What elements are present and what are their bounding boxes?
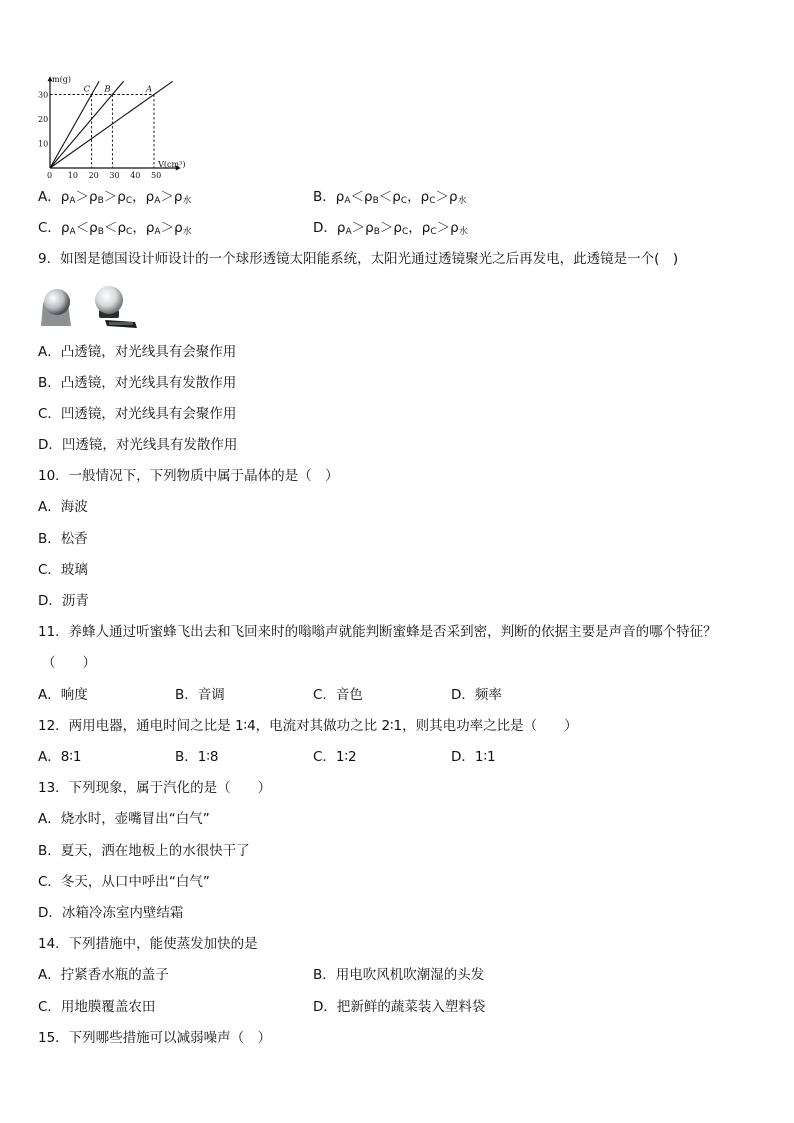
- option-text: ＜ρ: [75, 220, 98, 236]
- option-text: ＞ρ: [436, 220, 459, 236]
- y-tick-label: 30: [38, 90, 49, 100]
- q12-option-d: D．1∶1: [451, 749, 496, 765]
- x-tick-label: 40: [130, 171, 141, 180]
- q8-option-a: [38, 188, 191, 210]
- option-subscript: A: [154, 227, 161, 237]
- q12-option-b: B．1∶8: [175, 749, 219, 765]
- q11-option-a: A．响度: [38, 687, 88, 703]
- q14-option-c: C．用地膜覆盖农田: [38, 999, 156, 1015]
- option-text: ＞ρ: [75, 189, 98, 205]
- option-text: ，ρ: [132, 220, 155, 236]
- option-subscript: C: [126, 227, 133, 237]
- option-subscript: C: [429, 196, 436, 206]
- q9-option-b: B．凸透镜，对光线具有发散作用: [38, 375, 237, 391]
- option-subscript: C: [125, 196, 133, 206]
- x-axis-label: V(cm³): [158, 160, 186, 169]
- q14-option-b: B．用电吹风机吹潮湿的头发: [313, 967, 485, 983]
- option-letter: A．: [38, 189, 61, 205]
- option-text: ，ρ: [408, 220, 431, 236]
- option-subscript: A: [69, 196, 76, 206]
- q9-option-a: A．凸透镜，对光线具有会聚作用: [38, 344, 237, 360]
- option-text: ＞ρ: [351, 220, 374, 236]
- q8-option-b: [313, 188, 467, 210]
- option-text: ＞ρ: [435, 189, 458, 205]
- option-subscript: B: [97, 196, 104, 206]
- option-text: ＞ρ: [160, 189, 183, 205]
- q13-option-c: C．冬天，从口中呼出“白气”: [38, 874, 210, 890]
- q9-option-d: D．凹透镜，对光线具有发散作用: [38, 437, 238, 453]
- q12-option-a: A．8∶1: [38, 749, 82, 765]
- option-subscript: 水: [182, 196, 192, 206]
- q9-stem: 9．如图是德国设计师设计的一个球形透镜太阳能系统，太阳光通过透镜聚光之后再发电，此透镜是一个( ): [38, 251, 679, 267]
- x-tick-label: 20: [88, 171, 99, 180]
- option-subscript: A: [69, 227, 76, 237]
- q8-option-c: [38, 219, 192, 241]
- q15-stem: 15．下列哪些措施可以减弱噪声（ ）: [38, 1030, 272, 1046]
- option-letter: C．: [38, 220, 61, 236]
- q10-option-b: B．松香: [38, 531, 88, 547]
- series-label-b: B: [104, 84, 111, 95]
- option-subscript: B: [372, 196, 379, 206]
- q10-option-c: C．玻璃: [38, 562, 88, 578]
- q11-option-c: C．音色: [313, 687, 363, 703]
- q9-option-c: C．凹透镜，对光线具有会聚作用: [38, 406, 237, 422]
- option-text: ＞ρ: [103, 189, 126, 205]
- q14-stem: 14．下列措施中，能使蒸发加快的是: [38, 936, 258, 952]
- option-subscript: 水: [458, 227, 468, 237]
- q11-option-b: B．音调: [175, 687, 225, 703]
- x-tick-label: 50: [151, 171, 162, 180]
- x-tick-label: 0: [47, 171, 53, 180]
- option-subscript: B: [373, 227, 380, 237]
- option-text: ρ: [336, 220, 346, 236]
- series-label-a: A: [146, 84, 153, 95]
- option-subscript: C: [402, 227, 409, 237]
- option-text: ＜ρ: [350, 189, 373, 205]
- option-subscript: A: [344, 196, 351, 206]
- option-text: ＞ρ: [379, 220, 402, 236]
- y-axis-label: m(g): [52, 75, 71, 84]
- q13-option-d: D．冰箱冷冻室内壁结霜: [38, 905, 184, 921]
- option-letter: D．: [313, 220, 337, 236]
- option-text: ρ: [60, 220, 70, 236]
- q10-option-a: A．海波: [38, 499, 88, 515]
- option-letter: B．: [313, 189, 336, 205]
- q8-option-d: [313, 219, 468, 241]
- q13-option-a: A．烧水时，壶嘴冒出“白气”: [38, 811, 210, 827]
- q10-stem: 10．一般情况下，下列物质中属于晶体的是（ ）: [38, 468, 339, 484]
- x-tick-label: 10: [67, 171, 78, 180]
- series-label-c: C: [83, 84, 91, 95]
- option-subscript: A: [154, 196, 161, 206]
- option-text: ＜ρ: [378, 189, 401, 205]
- option-subscript: 水: [182, 227, 192, 237]
- option-subscript: 水: [457, 196, 467, 206]
- q13-option-b: B．夏天，洒在地板上的水很快干了: [38, 843, 250, 859]
- q11-stem: 11．养蜂人通过听蜜蜂飞出去和飞回来时的嗡嗡声就能判断蜜蜂是否采到密，判断的依据主要是声音的哪个特征？: [38, 624, 717, 640]
- option-text: ＜ρ: [103, 220, 127, 236]
- y-tick-label: 10: [38, 139, 49, 149]
- q12-stem: 12．两用电器，通电时间之比是 1∶4，电流对其做功之比 2∶1，则其电功率之比是（ ）: [38, 718, 578, 734]
- q13-stem: 13．下列现象，属于汽化的是（ ）: [38, 780, 272, 796]
- q11-option-d: D．频率: [451, 687, 502, 703]
- q14-option-a: A．拧紧香水瓶的盖子: [38, 967, 169, 983]
- q14-option-d: D．把新鲜的蔬菜装入塑料袋: [313, 999, 486, 1015]
- q8-mass-volume-graph: [36, 72, 206, 182]
- x-tick-label: 30: [109, 171, 120, 180]
- option-text: ，ρ: [132, 189, 155, 205]
- option-subscript: C: [430, 227, 437, 237]
- option-subscript: A: [345, 227, 352, 237]
- option-subscript: C: [400, 196, 408, 206]
- option-text: ρ: [60, 189, 70, 205]
- y-tick-label: 20: [38, 115, 49, 124]
- option-text: ρ: [335, 189, 345, 205]
- option-subscript: B: [97, 227, 104, 237]
- solar-lens-image: [37, 280, 141, 330]
- q11-stem-bracket: （ ）: [42, 655, 96, 671]
- option-text: ，ρ: [407, 189, 430, 205]
- option-text: ＞ρ: [160, 220, 183, 236]
- q12-option-c: C．1∶2: [313, 749, 357, 765]
- q10-option-d: D．沥青: [38, 593, 89, 609]
